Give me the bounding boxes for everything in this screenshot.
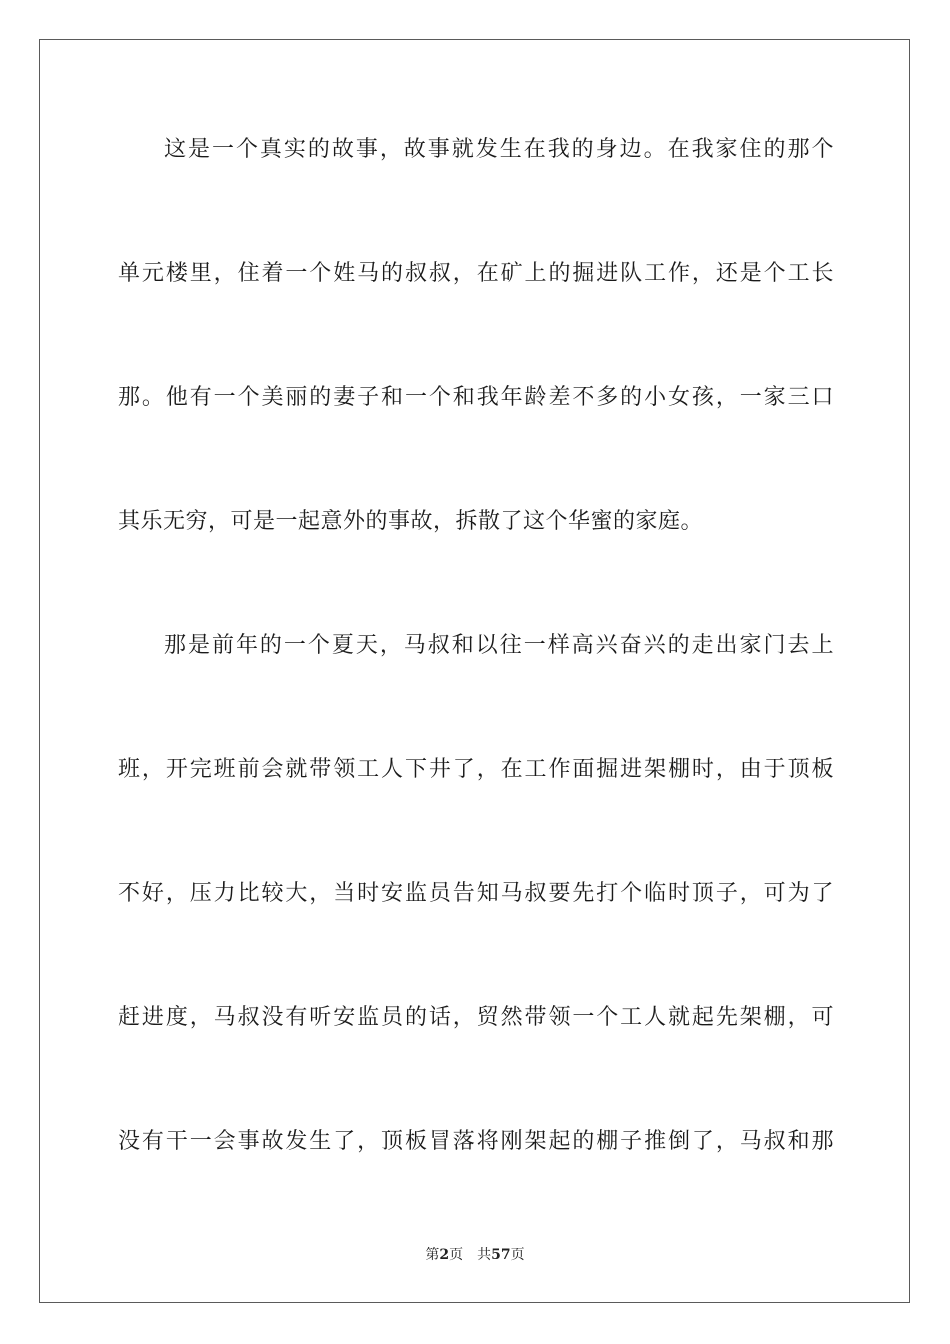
page-prefix: 第	[425, 1247, 440, 1263]
paragraph-2-line-5: 没有干一会事故发生了，顶板冒落将刚架起的棚子推倒了，马叔和那	[118, 1129, 834, 1154]
paragraph-1-line-3: 那。他有一个美丽的妻子和一个和我年龄差不多的小女孩，一家三口	[118, 385, 834, 410]
page-border	[39, 39, 910, 1303]
paragraph-1-line-2: 单元楼里，住着一个姓马的叔叔，在矿上的掘进队工作，还是个工长	[118, 261, 834, 286]
page-number: 2	[439, 1247, 450, 1263]
paragraph-2-line-1: 那是前年的一个夏天，马叔和以往一样高兴奋兴的走出家门去上	[164, 633, 834, 658]
total-suffix: 页	[510, 1247, 525, 1263]
paragraph-1-line-4: 其乐无穷，可是一起意外的事故，拆散了这个华蜜的家庭。	[118, 509, 704, 534]
page-suffix: 页	[449, 1247, 464, 1263]
paragraph-2-line-4: 赶进度，马叔没有听安监员的话，贸然带领一个工人就起先架棚，可	[118, 1005, 834, 1030]
total-prefix: 共	[477, 1247, 492, 1263]
paragraph-2-line-2: 班，开完班前会就带领工人下井了，在工作面掘进架棚时，由于顶板	[118, 757, 834, 782]
total-pages: 57	[491, 1247, 511, 1263]
paragraph-2-line-3: 不好，压力比较大，当时安监员告知马叔要先打个临时顶子，可为了	[118, 881, 834, 906]
page-footer	[0, 1245, 950, 1265]
paragraph-1-line-1: 这是一个真实的故事，故事就发生在我的身边。在我家住的那个	[164, 137, 834, 162]
